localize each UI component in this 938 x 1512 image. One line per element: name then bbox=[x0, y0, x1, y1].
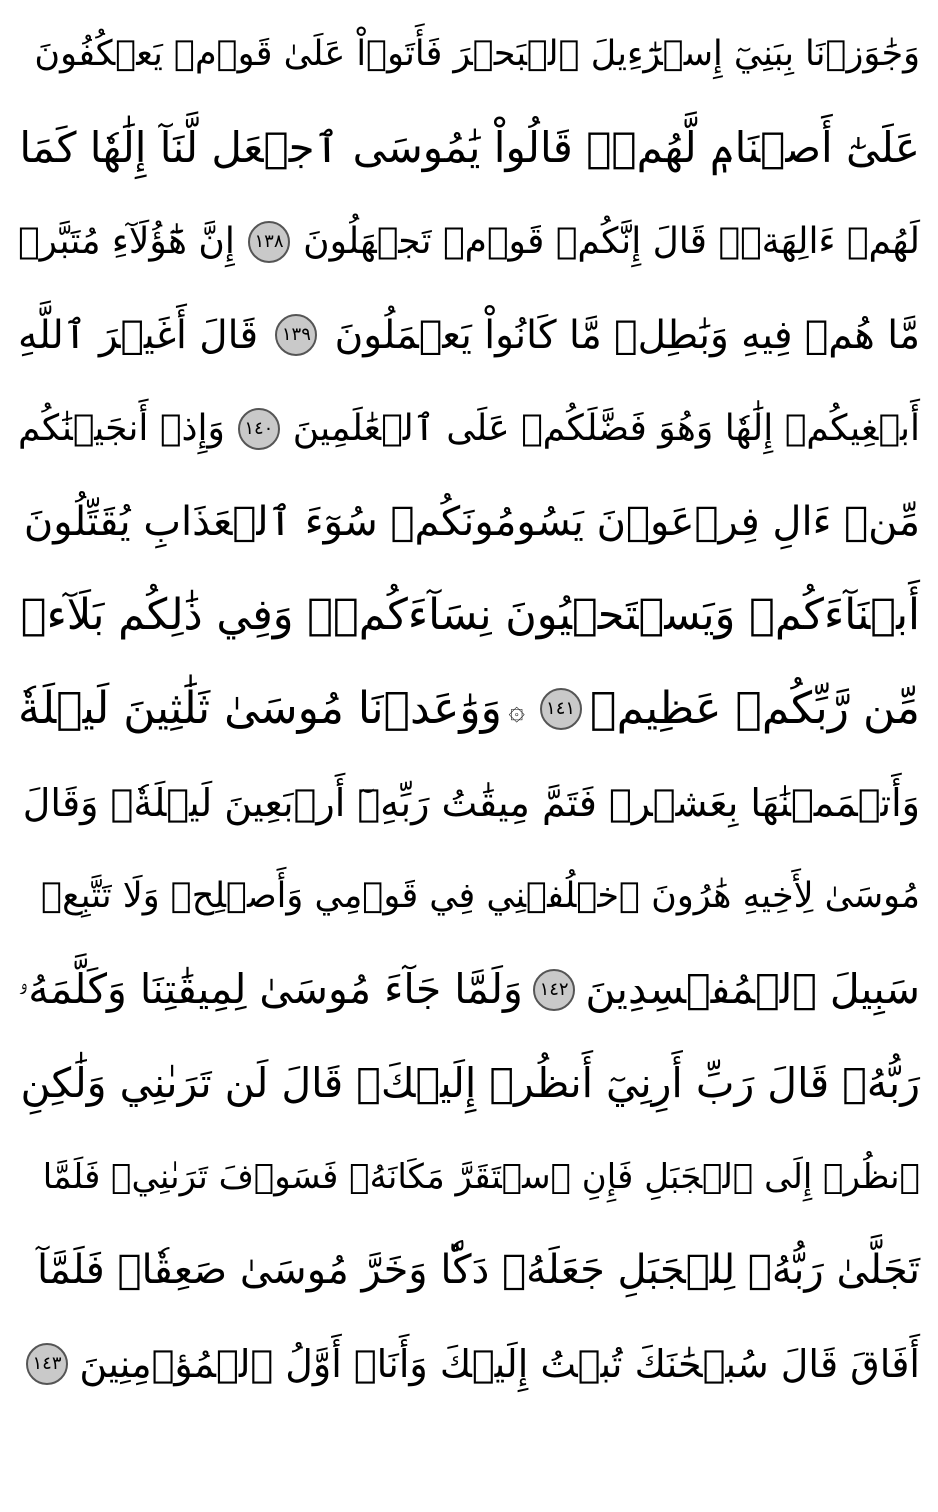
rub-el-hizb-icon: ۞ bbox=[508, 692, 525, 726]
text-line bbox=[18, 195, 920, 289]
quran-text-block bbox=[18, 8, 920, 1411]
ayah-number-marker bbox=[540, 688, 582, 730]
verse-text: وَجَٰوَزۡنَا بِبَنِيٓ إِسۡرَٰٓءِيلَ ٱلۡبَحۡرَ فَأَتَوۡاْ عَلَىٰ قَوۡمٖ يَعۡكُفُونَ bbox=[34, 34, 920, 75]
verse-text: وَوَٰعَدۡنَا مُوسَىٰ ثَلَٰثِينَ لَيۡلَةٗ bbox=[18, 683, 502, 735]
ayah-number-marker bbox=[26, 1343, 68, 1385]
ayah-number: ١٣٩ bbox=[281, 324, 311, 346]
verse-text: تَجَلَّىٰ رَبُّهُۥ لِلۡجَبَلِ جَعَلَهُۥ دَكّٗا وَخَرَّ مُوسَىٰ صَعِقٗاۚ فَلَمَّآ bbox=[37, 1247, 920, 1294]
verse-text: أَفَاقَ قَالَ سُبۡحَٰنَكَ تُبۡتُ إِلَيۡكَ وَأَنَا۠ أَوَّلُ ٱلۡمُؤۡمِنِينَ bbox=[79, 1341, 920, 1386]
text-line bbox=[18, 476, 920, 570]
ayah-number-marker bbox=[238, 408, 280, 450]
verse-text: ٱنظُرۡ إِلَى ٱلۡجَبَلِ فَإِنِ ٱسۡتَقَرَّ مَكَانَهُۥ فَسَوۡفَ تَرَىٰنِيۚ فَلَمَّا bbox=[42, 1156, 920, 1197]
text-line bbox=[18, 569, 920, 663]
text-line bbox=[18, 8, 920, 102]
verse-text: مِّن رَّبِّكُمۡ عَظِيمٞ bbox=[590, 683, 920, 735]
verse-text: سَبِيلَ ٱلۡمُفۡسِدِينَ bbox=[585, 965, 920, 1014]
verse-text: مُوسَىٰ لِأَخِيهِ هَٰرُونَ ٱخۡلُفۡنِي فِي قَوۡمِي وَأَصۡلِحۡ وَلَا تَتَّبِعۡ bbox=[41, 875, 920, 916]
text-line bbox=[18, 663, 920, 757]
ayah-number: ١٤٢ bbox=[539, 978, 569, 1000]
text-line bbox=[18, 756, 920, 850]
verse-text: وَلَمَّا جَآءَ مُوسَىٰ لِمِيقَٰتِنَا وَكَلَّمَهُۥ bbox=[18, 965, 523, 1014]
ayah-number-marker bbox=[248, 221, 290, 263]
verse-text: رَبُّهُۥ قَالَ رَبِّ أَرِنِيٓ أَنظُرۡ إِلَيۡكَۚ قَالَ لَن تَرَىٰنِي وَلَٰكِنِ bbox=[20, 1058, 920, 1107]
ayah-number-marker bbox=[533, 969, 575, 1011]
ayah-number: ١٣٨ bbox=[254, 230, 284, 252]
verse-text: وَأَتۡمَمۡنَٰهَا بِعَشۡرٖ فَتَمَّ مِيقَٰتُ رَبِّهِۦٓ أَرۡبَعِينَ لَيۡلَةٗۚ وَقَالَ bbox=[22, 780, 920, 825]
text-line bbox=[18, 102, 920, 196]
verse-text: وَإِذۡ أَنجَيۡنَٰكُم bbox=[18, 407, 225, 449]
verse-text: إِنَّ هَٰٓؤُلَآءِ مُتَبَّرٞ bbox=[18, 220, 235, 262]
ayah-number: ١٤١ bbox=[546, 698, 576, 720]
ayah-number: ١٤٣ bbox=[32, 1352, 62, 1374]
text-line bbox=[18, 850, 920, 944]
verse-text: مَّا هُمۡ فِيهِ وَبَٰطِلٞ مَّا كَانُواْ يَعۡمَلُونَ bbox=[334, 312, 920, 358]
text-line bbox=[18, 1317, 920, 1411]
text-line bbox=[18, 1037, 920, 1131]
verse-text: عَلَىٰٓ أَصۡنَامٖ لَّهُمۡۚ قَالُواْ يَٰمُوسَى ٱجۡعَل لَّنَآ إِلَٰهٗا كَمَا bbox=[19, 123, 920, 173]
text-line bbox=[18, 943, 920, 1037]
text-line bbox=[18, 289, 920, 383]
ayah-number-marker bbox=[275, 314, 317, 356]
verse-text: لَهُمۡ ءَالِهَةٞۚ قَالَ إِنَّكُمۡ قَوۡمٞ تَجۡهَلُونَ bbox=[303, 220, 920, 262]
ayah-number: ١٤٠ bbox=[244, 417, 274, 439]
verse-text: مِّنۡ ءَالِ فِرۡعَوۡنَ يَسُومُونَكُمۡ سُوٓءَ ٱلۡعَذَابِ يُقَتِّلُونَ bbox=[23, 499, 920, 546]
text-line bbox=[18, 382, 920, 476]
verse-text: أَبۡغِيكُمۡ إِلَٰهٗا وَهُوَ فَضَّلَكُمۡ عَلَى ٱلۡعَٰلَمِينَ bbox=[292, 407, 920, 449]
verse-text: قَالَ أَغَيۡرَ ٱللَّهِ bbox=[18, 312, 259, 358]
text-line bbox=[18, 1130, 920, 1224]
verse-text: أَبۡنَآءَكُمۡ وَيَسۡتَحۡيُونَ نِسَآءَكُمۡۚ وَفِي ذَٰلِكُم بَلَآءٞ bbox=[20, 590, 920, 641]
text-line bbox=[18, 1224, 920, 1318]
